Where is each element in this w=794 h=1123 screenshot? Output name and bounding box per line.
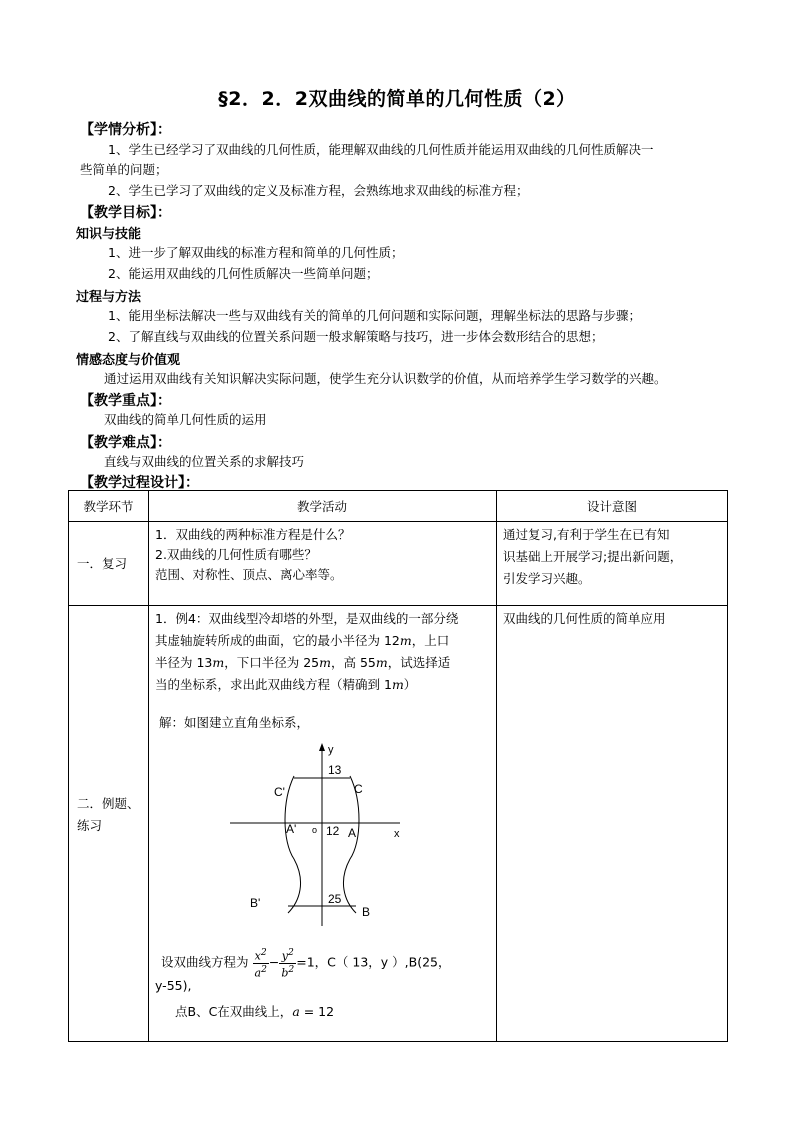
label-o: o: [312, 825, 318, 835]
eq-y: y: [281, 949, 288, 963]
process-title: 过程与方法: [76, 290, 142, 305]
analysis-line-1: 1、学生已经学习了双曲线的几何性质，能理解双曲线的几何性质并能运用双曲线的几何性质解决一: [108, 142, 654, 157]
emotion-title: 情感态度与价值观: [76, 353, 181, 368]
page-title: §2．2．2双曲线的简单的几何性质（2）: [218, 88, 576, 110]
table-row-divider-2: [69, 605, 727, 606]
eq-rhs: =1，C（ 13，y ）,B(25，: [296, 954, 451, 970]
key-point-text: 双曲线的简单几何性质的运用: [104, 412, 267, 427]
equation-line-2: y-55),: [155, 978, 192, 993]
unit-m: m: [212, 655, 225, 670]
row1-stage: 一．复习: [77, 556, 128, 571]
key-point-heading: 【教学重点】：: [80, 393, 171, 409]
unit-m: m: [399, 633, 412, 648]
example-line-3-d: ，试选择适: [387, 655, 451, 670]
example-line-3: [155, 652, 450, 674]
unit-m: m: [375, 655, 388, 670]
equation-line-1: [161, 947, 451, 979]
eq-sup: 2: [288, 947, 294, 958]
label-13: 13: [328, 763, 342, 777]
example-line-4-b: ）: [403, 677, 417, 692]
eq-line3-a: a: [292, 1004, 300, 1019]
unit-m: m: [391, 677, 404, 692]
solution-text: 解：如图建立直角坐标系，: [159, 715, 310, 730]
knowledge-item-2: 2、能运用双曲线的几何性质解决一些简单问题；: [108, 266, 379, 281]
label-C-prime: C': [274, 785, 285, 799]
table-col-divider-2: [496, 491, 497, 1041]
row2-stage-1: 二．例题、: [77, 796, 140, 811]
process-item-2: 2、了解直线与双曲线的位置关系问题一般求解策略与技巧，进一步体会数形结合的思想；: [108, 329, 604, 344]
knowledge-item-1: 1、进一步了解双曲线的标准方程和简单的几何性质；: [108, 245, 404, 260]
example-line-1: 1．例4：双曲线型冷却塔的外型，是双曲线的一部分绕: [155, 611, 459, 626]
y-axis-arrow: [319, 743, 325, 751]
analysis-line-1b: 些简单的问题；: [80, 162, 168, 177]
difficulty-text: 直线与双曲线的位置关系的求解技巧: [104, 454, 305, 469]
table-header-intent: 设计意图: [586, 499, 637, 514]
label-x: x: [394, 828, 400, 840]
example-line-4-a: 当的坐标系，求出此双曲线方程（精确到 1: [155, 677, 392, 692]
analysis-heading: 【学情分析】：: [80, 122, 171, 138]
row2-intent: 双曲线的几何性质的简单应用: [503, 611, 666, 626]
eq-x: x: [254, 949, 261, 963]
eq-sup: 2: [260, 947, 267, 958]
table-col-divider-1: [148, 491, 149, 1041]
eq-a: a: [254, 966, 262, 980]
example-line-3-c: ，高 55: [331, 655, 376, 670]
eq-line3-value: = 12: [299, 1004, 335, 1019]
process-design-heading: 【教学过程设计】：: [80, 475, 199, 491]
example-line-3-b: ，下口半径为 25: [224, 655, 320, 670]
unit-m: m: [319, 655, 331, 670]
row1-intent-2: 识基础上开展学习;提出新问题，: [503, 549, 683, 564]
label-B-prime: B': [250, 896, 261, 910]
process-item-1: 1、能用坐标法解决一些与双曲线有关的简单的几何问题和实际问题，理解坐标法的思路与步骤；: [108, 308, 641, 323]
table-header-activity: 教学活动: [296, 499, 347, 514]
label-A-prime: A': [286, 822, 297, 836]
knowledge-title: 知识与技能: [76, 227, 142, 242]
equation-line-3: [175, 1001, 334, 1023]
label-y: y: [328, 744, 334, 756]
row1-activity-1: 1．双曲线的两种标准方程是什么？: [155, 527, 351, 542]
row1-activity-2: 2.双曲线的几何性质有哪些？: [155, 547, 317, 562]
analysis-line-2: 2、学生已学习了双曲线的定义及标准方程，会熟练地求双曲线的标准方程；: [108, 183, 529, 198]
label-C: C: [354, 782, 363, 796]
fraction-y2-b2: [279, 947, 296, 979]
emotion-item-1: 通过运用双曲线有关知识解决实际问题，使学生充分认识数学的价值，从而培养学生学习数学的兴趣。: [104, 371, 667, 386]
example-line-2-tail: ，上口: [411, 633, 450, 648]
hyperbola-left-branch: [285, 776, 301, 913]
eq-b: b: [281, 966, 289, 980]
table-header-stage: 教学环节: [83, 499, 134, 514]
hyperbola-figure: [224, 741, 424, 931]
example-line-2-text: 其虚轴旋转所成的曲面，它的最小半径为 12: [155, 633, 400, 648]
example-line-3-a: 半径为 13: [155, 655, 213, 670]
example-line-2: [155, 630, 449, 652]
difficulty-heading: 【教学难点】：: [80, 435, 171, 451]
row2-stage-2: 练习: [77, 818, 103, 833]
goals-heading: 【教学目标】：: [80, 205, 171, 221]
label-12: 12: [326, 824, 340, 838]
label-A: A: [348, 826, 357, 840]
row1-intent-3: 引发学习兴趣。: [503, 571, 591, 586]
table-row-divider-1: [69, 521, 727, 522]
eq-sup: 2: [261, 963, 267, 975]
hyperbola-right-branch: [343, 776, 359, 913]
lesson-table: [68, 490, 728, 1042]
eq-minus: −: [268, 954, 280, 970]
label-25: 25: [328, 892, 342, 906]
row1-activity-3: 范围、对称性、顶点、离心率等。: [155, 567, 343, 582]
fraction-x2-a2: [253, 947, 269, 979]
example-line-4: [155, 674, 416, 696]
eq-line3-text: 点B、C在双曲线上，: [175, 1004, 293, 1019]
row1-intent-1: 通过复习,有利于学生在已有知: [503, 527, 670, 542]
eq-sup: 2: [288, 963, 295, 975]
equation-prefix: 设双曲线方程为: [161, 954, 249, 970]
label-B: B: [362, 905, 371, 919]
